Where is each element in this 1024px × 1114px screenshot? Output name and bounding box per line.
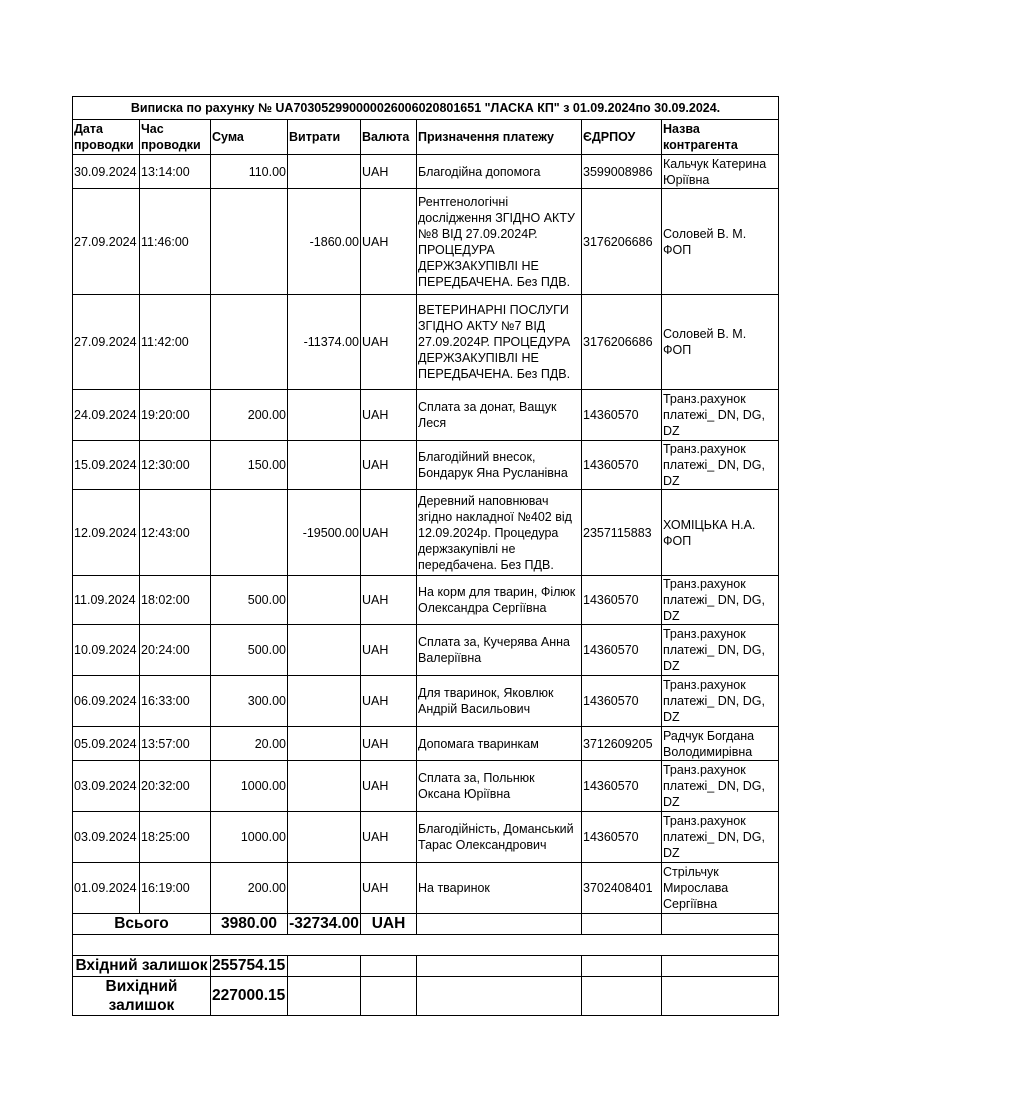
cell-currency: UAH	[361, 390, 417, 441]
closing-balance-label: Вихідний залишок	[73, 977, 211, 1016]
cell-time: 18:02:00	[140, 576, 211, 625]
opening-balance-row	[73, 956, 779, 977]
cell-purpose: Допомага тваринкам	[417, 727, 582, 761]
cell-date: 12.09.2024	[73, 490, 140, 576]
table-row	[73, 189, 779, 295]
opening-balance-value: 255754.15	[211, 956, 288, 977]
empty-cell	[288, 956, 361, 977]
cell-edrpou: 3599008986	[582, 155, 662, 189]
table-row	[73, 812, 779, 863]
table-row	[73, 490, 779, 576]
cell-counterparty: Транз.рахунок платежі_ DN, DG, DZ	[662, 625, 779, 676]
cell-counterparty: Транз.рахунок платежі_ DN, DG, DZ	[662, 390, 779, 441]
cell-purpose: ВЕТЕРИНАРНІ ПОСЛУГИ ЗГІДНО АКТУ №7 ВІД 27.09.2024Р. ПРОЦЕДУРА ДЕРЖЗАКУПІВЛІ НЕ ПЕРЕДБАЧЕНА. Без ПДВ.	[417, 295, 582, 390]
cell-time: 16:33:00	[140, 676, 211, 727]
cell-expense	[288, 441, 361, 490]
cell-time: 19:20:00	[140, 390, 211, 441]
cell-purpose: Сплата за, Польнюк Оксана Юріївна	[417, 761, 582, 812]
header-counterparty: Назва контрагента	[662, 120, 779, 155]
cell-time: 18:25:00	[140, 812, 211, 863]
empty-cell	[73, 935, 779, 956]
cell-counterparty: Транз.рахунок платежі_ DN, DG, DZ	[662, 761, 779, 812]
cell-expense	[288, 625, 361, 676]
header-time: Час проводки	[140, 120, 211, 155]
cell-purpose: Рентгенологічні дослідження ЗГІДНО АКТУ №8 ВІД 27.09.2024Р. ПРОЦЕДУРА ДЕРЖЗАКУПІВЛІ НЕ ПЕРЕДБАЧЕНА. Без ПДВ.	[417, 189, 582, 295]
cell-edrpou: 14360570	[582, 812, 662, 863]
cell-expense	[288, 812, 361, 863]
table-row	[73, 441, 779, 490]
cell-time: 11:46:00	[140, 189, 211, 295]
cell-expense: -1860.00	[288, 189, 361, 295]
header-row	[73, 120, 779, 155]
cell-counterparty: Соловей В. М. ФОП	[662, 295, 779, 390]
cell-currency: UAH	[361, 812, 417, 863]
table-row	[73, 576, 779, 625]
cell-currency: UAH	[361, 727, 417, 761]
cell-edrpou: 14360570	[582, 761, 662, 812]
empty-cell	[417, 956, 582, 977]
cell-purpose: На корм для тварин, Філюк Олександра Сергіївна	[417, 576, 582, 625]
cell-currency: UAH	[361, 441, 417, 490]
statement-title: Виписка по рахунку № UA703052990000026006020801651 "ЛАСКА КП" з 01.09.2024по 30.09.2024.	[73, 97, 779, 120]
cell-time: 12:30:00	[140, 441, 211, 490]
cell-time: 13:14:00	[140, 155, 211, 189]
cell-amount: 500.00	[211, 576, 288, 625]
cell-date: 03.09.2024	[73, 812, 140, 863]
cell-edrpou: 3712609205	[582, 727, 662, 761]
cell-expense	[288, 761, 361, 812]
cell-expense	[288, 390, 361, 441]
cell-amount: 1000.00	[211, 761, 288, 812]
cell-amount: 200.00	[211, 863, 288, 914]
header-date: Дата проводки	[73, 120, 140, 155]
cell-edrpou: 14360570	[582, 676, 662, 727]
empty-cell	[361, 977, 417, 1016]
cell-time: 20:24:00	[140, 625, 211, 676]
cell-amount	[211, 295, 288, 390]
cell-expense	[288, 727, 361, 761]
cell-date: 27.09.2024	[73, 295, 140, 390]
cell-time: 11:42:00	[140, 295, 211, 390]
cell-date: 06.09.2024	[73, 676, 140, 727]
cell-amount: 300.00	[211, 676, 288, 727]
cell-currency: UAH	[361, 155, 417, 189]
cell-counterparty: Стрільчук Мирослава Сергіївна	[662, 863, 779, 914]
cell-purpose: На тваринок	[417, 863, 582, 914]
cell-currency: UAH	[361, 490, 417, 576]
totals-row	[73, 914, 779, 935]
cell-expense	[288, 155, 361, 189]
table-row	[73, 390, 779, 441]
cell-date: 11.09.2024	[73, 576, 140, 625]
table-row	[73, 676, 779, 727]
cell-counterparty: Кальчук Катерина Юріївна	[662, 155, 779, 189]
cell-date: 05.09.2024	[73, 727, 140, 761]
cell-purpose: Сплата за, Кучерява Анна Валеріївна	[417, 625, 582, 676]
header-amount: Сума	[211, 120, 288, 155]
cell-amount: 500.00	[211, 625, 288, 676]
cell-time: 13:57:00	[140, 727, 211, 761]
cell-purpose: Для тваринок, Яковлюк Андрій Васильович	[417, 676, 582, 727]
empty-cell	[662, 956, 779, 977]
cell-purpose: Благодійна допомога	[417, 155, 582, 189]
spacer-row	[73, 935, 779, 956]
cell-date: 30.09.2024	[73, 155, 140, 189]
cell-amount: 200.00	[211, 390, 288, 441]
table-row	[73, 727, 779, 761]
cell-amount: 110.00	[211, 155, 288, 189]
table-row	[73, 863, 779, 914]
cell-counterparty: Транз.рахунок платежі_ DN, DG, DZ	[662, 576, 779, 625]
empty-cell	[582, 914, 662, 935]
cell-date: 15.09.2024	[73, 441, 140, 490]
cell-counterparty: Транз.рахунок платежі_ DN, DG, DZ	[662, 676, 779, 727]
cell-expense	[288, 676, 361, 727]
cell-edrpou: 3702408401	[582, 863, 662, 914]
closing-balance-row	[73, 977, 779, 1016]
cell-date: 10.09.2024	[73, 625, 140, 676]
table-row	[73, 295, 779, 390]
closing-balance-value: 227000.15	[211, 977, 288, 1016]
cell-edrpou: 14360570	[582, 576, 662, 625]
cell-counterparty: Радчук Богдана Володимирівна	[662, 727, 779, 761]
header-expense: Витрати	[288, 120, 361, 155]
header-purpose: Призначення платежу	[417, 120, 582, 155]
table-row	[73, 761, 779, 812]
cell-currency: UAH	[361, 189, 417, 295]
cell-time: 12:43:00	[140, 490, 211, 576]
cell-expense: -11374.00	[288, 295, 361, 390]
cell-currency: UAH	[361, 625, 417, 676]
opening-balance-label: Вхідний залишок	[73, 956, 211, 977]
empty-cell	[662, 977, 779, 1016]
totals-expense: -32734.00	[288, 914, 361, 935]
table-row	[73, 625, 779, 676]
cell-expense	[288, 576, 361, 625]
cell-purpose: Сплата за донат, Ващук Леся	[417, 390, 582, 441]
cell-edrpou: 3176206686	[582, 189, 662, 295]
totals-amount: 3980.00	[211, 914, 288, 935]
cell-counterparty: Соловей В. М. ФОП	[662, 189, 779, 295]
cell-edrpou: 3176206686	[582, 295, 662, 390]
empty-cell	[361, 956, 417, 977]
cell-edrpou: 2357115883	[582, 490, 662, 576]
cell-purpose: Деревний наповнювач згідно накладної №402 від 12.09.2024р. Процедура держзакупівлі не передбачена. Без ПДВ.	[417, 490, 582, 576]
cell-amount	[211, 490, 288, 576]
cell-edrpou: 14360570	[582, 441, 662, 490]
cell-currency: UAH	[361, 863, 417, 914]
cell-currency: UAH	[361, 676, 417, 727]
totals-currency: UAH	[361, 914, 417, 935]
cell-currency: UAH	[361, 295, 417, 390]
cell-purpose: Благодійний внесок, Бондарук Яна Русланівна	[417, 441, 582, 490]
empty-cell	[582, 977, 662, 1016]
cell-time: 20:32:00	[140, 761, 211, 812]
cell-amount: 150.00	[211, 441, 288, 490]
cell-time: 16:19:00	[140, 863, 211, 914]
cell-date: 27.09.2024	[73, 189, 140, 295]
cell-counterparty: Транз.рахунок платежі_ DN, DG, DZ	[662, 441, 779, 490]
empty-cell	[417, 977, 582, 1016]
cell-expense	[288, 863, 361, 914]
empty-cell	[582, 956, 662, 977]
cell-counterparty: ХОМІЦЬКА Н.А. ФОП	[662, 490, 779, 576]
cell-amount: 1000.00	[211, 812, 288, 863]
cell-amount: 20.00	[211, 727, 288, 761]
cell-counterparty: Транз.рахунок платежі_ DN, DG, DZ	[662, 812, 779, 863]
cell-date: 03.09.2024	[73, 761, 140, 812]
cell-date: 01.09.2024	[73, 863, 140, 914]
empty-cell	[288, 977, 361, 1016]
header-edrpou: ЄДРПОУ	[582, 120, 662, 155]
cell-currency: UAH	[361, 761, 417, 812]
cell-date: 24.09.2024	[73, 390, 140, 441]
empty-cell	[417, 914, 582, 935]
cell-expense: -19500.00	[288, 490, 361, 576]
totals-label: Всього	[73, 914, 211, 935]
statement-table	[72, 96, 779, 1016]
cell-currency: UAH	[361, 576, 417, 625]
cell-edrpou: 14360570	[582, 625, 662, 676]
table-row	[73, 155, 779, 189]
cell-edrpou: 14360570	[582, 390, 662, 441]
cell-purpose: Благодійність, Доманський Тарас Олександрович	[417, 812, 582, 863]
empty-cell	[662, 914, 779, 935]
cell-amount	[211, 189, 288, 295]
header-currency: Валюта	[361, 120, 417, 155]
